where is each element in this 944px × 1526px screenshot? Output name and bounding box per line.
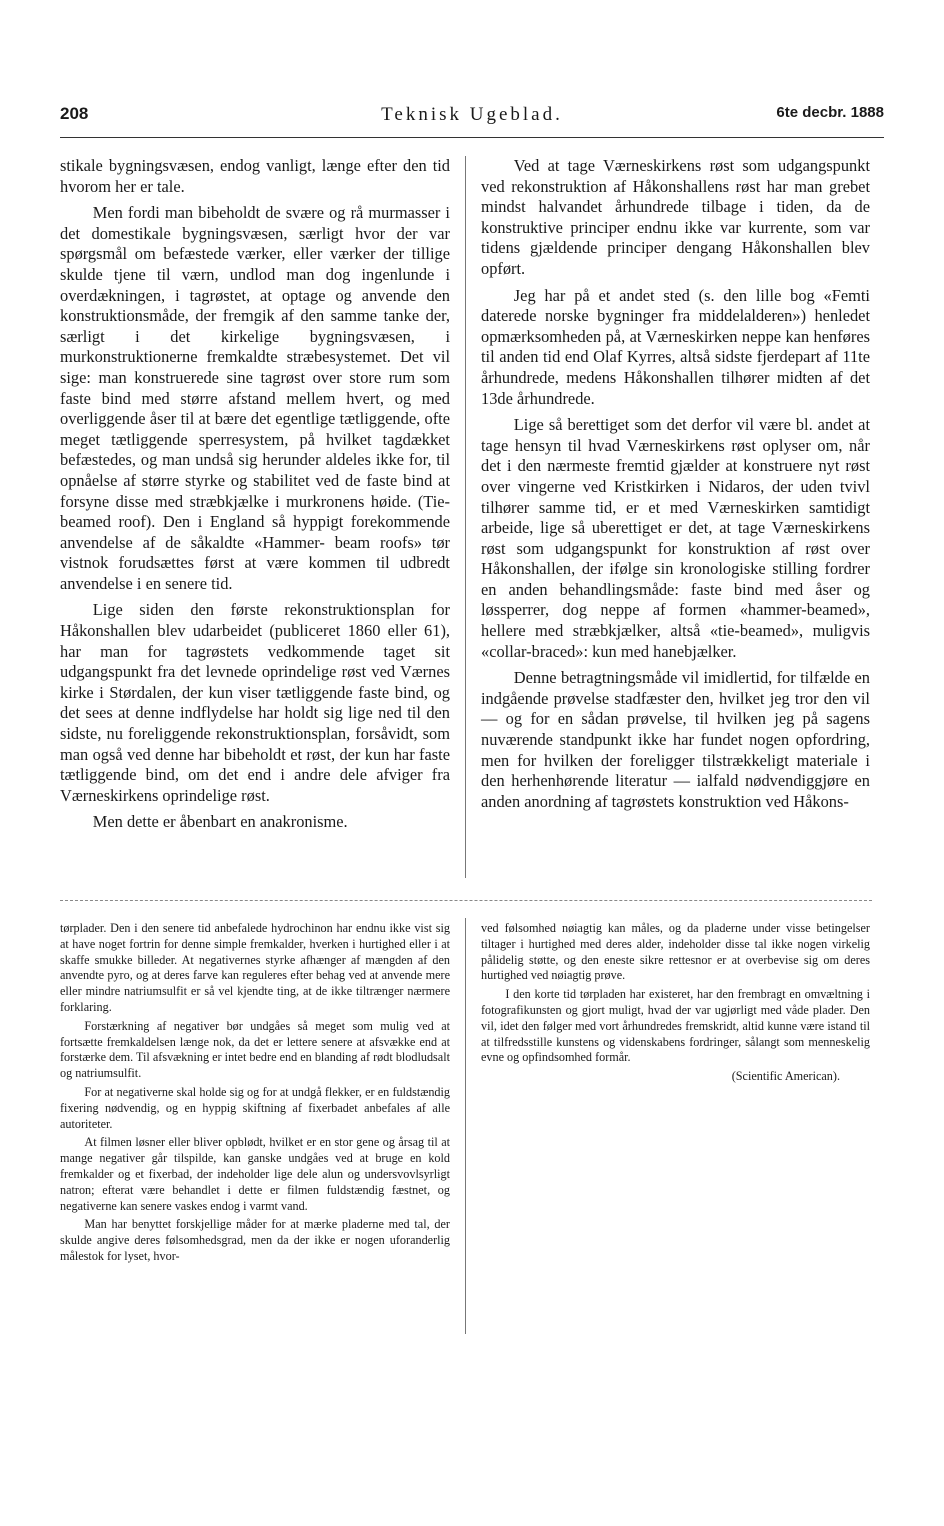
- footnote-column-left: [60, 921, 450, 1265]
- footnote-paragraph: For at negativerne skal holde sig og for at undgå flekker, er en fuldstændig fixering nødvendig, og en hyppig skiftning af fixerbadet anbefales af alle autoriteter.: [60, 1084, 450, 1131]
- footnote-column-right: [481, 921, 870, 1085]
- header-rule: [60, 137, 884, 138]
- footnote-paragraph: Forstærkning af negativer bør undgåes så meget som mulig ved at fortsætte fremkaldelsen længe nok, da det er lettere senere at afsvække end at forstærke dem. Til afsvækning er intet bedre end en blanding af rødt blodludsalt og natriumsulfit.: [60, 1018, 450, 1081]
- paragraph: Jeg har på et andet sted (s. den lille bog «Femti daterede norske bygninger fra middelalderen») henledet opmærksomheden på, at Værneskirken neppe kan henføres til anden tid end Olaf Kyrres, altså sidste fjerdepart af 11te århundrede, medens Håkonshallen tilhører midten af det 13de århundrede.: [481, 285, 870, 408]
- footnote-paragraph: I den korte tid tørpladen har existeret, har den frembragt en omvæltning i fotografikunsten og gjort muligt, hvad der var ugjørligt med våde plader. Den vil, idet den følger med vort århundredes fremskridt, altid kunne være istand til at tilfredsstille kunstens og videnskabens fordringer, sålangt som menneskelig evne og opfindsomhed formår.: [481, 987, 870, 1065]
- page-header: [60, 104, 884, 138]
- footnote-paragraph: Man har benyttet forskjellige måder for at mærke pladerne med tal, der skulde angive deres følsomhedsgrad, men da der ikke er nogen uforanderlig målestok for lyset, hvor-: [60, 1217, 450, 1263]
- paragraph: Lige siden den første rekonstruktionsplan for Håkonshallen blev udarbeidet (publiceret 1860 eller 61), har man for tagrøstets vedkommende taget sit udgangspunkt fra det levnede oprindelige røst ved Værnes kirke i Størdalen, der kun viser tætliggende faste bind, og det sees at denne indflydelse har holdt sig lige ned til den sidste, nu foreliggende rekonstruktionsplan, forsåvidt, som man også ved denne har bibeholdt et røst, der kun har faste tætliggende bind, om det end i andre dele afviger fra Værneskirkens oprindelige røst.: [60, 600, 450, 805]
- paragraph: Denne betragtningsmåde vil imidlertid, for tilfælde en indgående prøvelse stadfæster den, hvilket jeg tror den vil — og for en sådan prøvelse, til hvilken jeg på sagens nuværende standpunkt ikke har fundet nogen opfordring, men for hvilken der foreligger tilstrækkeligt materiale i den herhenhørende literatur — ialfald nødvendiggjøre en anden anordning af tagrøstets konstruktion ved Håkons-: [481, 668, 870, 811]
- paragraph: Lige så berettiget som det derfor vil være bl. andet at tage hensyn til hvad Værneskirkens røst oplyser om, når det i den nærmeste fremtid gjælder at konstruere nyt røst over vingerne ved Kristkirken i Nidaros, der uden tvivl tilhører samme tid, er et med Værneskirken samtidigt arbeide, lige så uberettiget er det, at tage Værneskirkens røst som udgangspunkt for konstruktion af røst over Håkonshallen, der ifølge sin kronologiske stilling fordrer en anden behandlingsmåde: faste bind med åser og løssperrer, dog neppe af formen «hammer-beamed», hellere med stræbkjælker, altså «tie-beamed», muligvis «collar-braced»: kun med hanebjælker.: [481, 415, 870, 661]
- issue-date: 6te decbr. 1888: [776, 104, 884, 121]
- paragraph: Ved at tage Værneskirkens røst som udgangspunkt ved rekonstruktion af Håkonshallens røst har man grebet mindst halvandet århundrede tilbage i tiden, da de konstruktive principer endnu ikke var kurrente, som var tidens gjældende principer dengang Håkonshallen blev opført.: [481, 156, 870, 278]
- article-column-left: [60, 156, 450, 833]
- paragraph: Men fordi man bibeholdt de svære og rå murmasser i det domestikale bygningsvæsen, særligt hvor der var spørgsmål om befæstede værker, eller værker der tillige skulde tjene til værn, undlod man dog ingenlunde i overdækningen, i tagrøstet, at optage og anvende den konstruktionsmåde, der fremgik af den samme tanke der, særligt i det kirkelige bygningsvæsen, i murkonstruktionerne fremkaldte stræbesystemet. Det vil sige: man konstruerede sine tagrøst over store rum som faste bind med større afstand mellem hvert, og med overliggende åser til at bære det egentlige tætliggende, ofte meget tætliggende sperresystem, på hvilket tagdækket befæstedes, og man undså sig herunder aldeles ikke for, til opnåelse af større styrke og stabilitet ved de faste bind at forsyne disse med stræbkjælke i murkronens høide. (Tie-beamed roof). Den i England så hyppigt forekommende anvendelse af de såkaldte «Hammer- beam roofs» tør vistnok forudsættes først at være kommen til udbredt anvendelse i en senere tid.: [60, 203, 450, 593]
- article-column-right: [481, 156, 870, 812]
- journal-title: Teknisk Ugeblad.: [381, 104, 563, 125]
- paragraph: stikale bygningsvæsen, endog vanligt, længe efter den tid hvorom her er tale.: [60, 156, 450, 196]
- footnote-paragraph: ved følsomhed nøiagtig kan måles, og da pladerne under visse betingelser tiltager i hurtighed med deres alder, indeholder disse tal ikke nogen virkelig pålidelig støtte, og den eneste sikre rettesnor er at overbevise sig om deres hurtighed ved nøiagtig prøve.: [481, 921, 870, 983]
- paragraph: Men dette er åbenbart en anakronisme.: [92, 812, 348, 832]
- footnote-paragraph: At filmen løsner eller bliver opblødt, hvilket er en stor gene og årsag til at mange negativer går tilspilde, kan ganske undgåes ved at bruge en kold fremkalder og et fixerbad, der indeholder lige dele alun og undersvovlsyrligt natron; efterat være behandlet i dette er filmen fuldstændig fæstnet, og negativerne kan senere vaskes endog i varmt vand.: [60, 1135, 450, 1213]
- column-divider: [465, 156, 466, 878]
- footnote-column-divider: [465, 918, 466, 1334]
- page-number: 208: [60, 104, 89, 123]
- source-citation: (Scientific American).: [731, 1069, 840, 1084]
- footnote-paragraph: tørplader. Den i den senere tid anbefalede hydrochinon har endnu ikke vist sig at have noget fortrin for denne simple fremkalder, hverken i hurtighed eller i at skaffe smukke billeder. At negativernes styrke afhænger af mængden af den anvendte pyro, og at deres farve kan reguleres efter behag ved at anvende mere eller mindre natriumsulfit er så vel kjendte ting, at de ikke tiltrænger nærmere forklaring.: [60, 921, 450, 1014]
- section-divider: [60, 900, 872, 901]
